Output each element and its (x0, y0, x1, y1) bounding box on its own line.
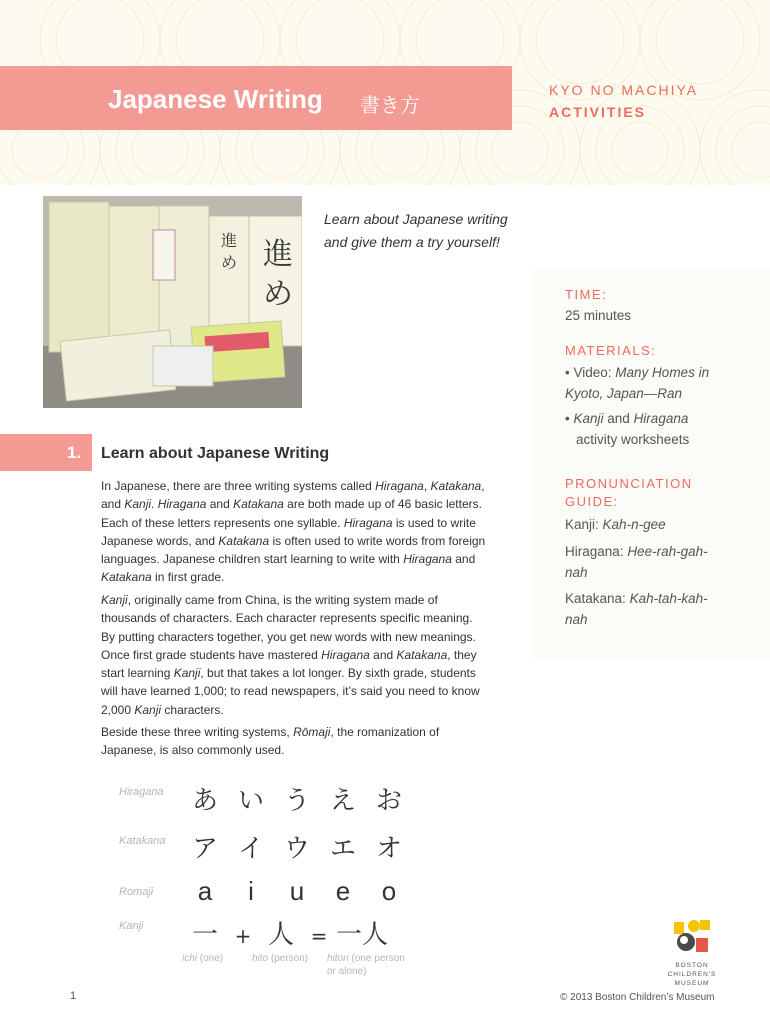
romaji-label: Romaji (119, 886, 154, 898)
paragraph-kanji: Kanji, originally came from China, is the writing system made of thousands of characters. Each character represents specific meaning. By putting characters together, you get new words with new meanings. Once first grade students have mastered Hiragana and Katakana, they start learning Kanji, but that takes a lot longer. By sixth grade, students will have learned 1,000; to read newspapers, it’s said you need to know 2,000 Kanji characters. (101, 593, 480, 717)
pronunciation-value: Hee-rah-gah-nah (565, 544, 708, 580)
hiragana-row (182, 780, 412, 817)
plus-sign: + (234, 924, 252, 948)
katakana-char: オ (375, 834, 402, 864)
hiragana-char: あ (191, 786, 218, 816)
museum-logo (672, 918, 712, 954)
material-video-title: Many Homes in Kyoto, Japan—Ran (565, 365, 710, 401)
brand-name: KYO NO MACHIYA (549, 82, 699, 98)
museum-logo-text: BOSTON CHILDREN'S MUSEUM (667, 962, 717, 987)
hiragana-char: う (283, 786, 310, 816)
romaji-char: a (197, 876, 213, 906)
paragraph-romaji: Beside these three writing systems, Rōmaji, the romanization of Japanese, is also commonly used. (101, 725, 440, 758)
katakana-char: ア (191, 834, 218, 864)
katakana-char: ウ (283, 834, 310, 864)
pronunciation-term: Hiragana: (565, 544, 624, 559)
pronunciation-term: Kanji: (565, 517, 599, 532)
pronunciation-kanji (565, 514, 725, 535)
romaji-char: i (248, 876, 254, 906)
katakana-char: エ (329, 834, 356, 864)
time-value: 25 minutes (565, 308, 632, 323)
step-number: 1. (67, 443, 82, 462)
svg-text:進: 進 (263, 237, 293, 272)
kanji-label: Kanji (119, 920, 144, 932)
kanji-char: 一人 (335, 920, 388, 950)
copyright: © 2013 Boston Children’s Museum (560, 992, 715, 1003)
hiragana-char: い (237, 786, 264, 816)
kanji-char: 人 (267, 920, 294, 950)
page-title: Japanese Writing (108, 84, 323, 114)
material-and: and (603, 411, 634, 426)
kanji-equation-row (182, 914, 390, 951)
brand-subtitle: ACTIVITIES (549, 104, 647, 120)
romaji-char: o (381, 876, 397, 906)
hiragana-char: お (375, 786, 402, 816)
section-title: Learn about Japanese Writing (101, 445, 330, 462)
material-kanji: Kanji (573, 411, 604, 426)
material-worksheets: activity worksheets (576, 432, 690, 447)
materials-heading: MATERIALS: (565, 343, 657, 358)
pronunciation-heading: PRONUNCIATION (565, 476, 693, 491)
paragraph-writing-systems: In Japanese, there are three writing systems called Hiragana, Katakana, and Kanji. Hiragana and Katakana are both made up of 46 basic letters. Each of these letters represents one syllable. Hiragana is used to write Japanese words, and Katakana is often used to write words from foreign languages. Japanese children start learning to write with Hiragana and Katakana in first grade. (101, 479, 486, 585)
pronunciation-heading-guide: GUIDE: (565, 494, 619, 509)
svg-text:進: 進 (221, 231, 238, 250)
romaji-char: e (335, 876, 351, 906)
pronunciation-hiragana (565, 541, 725, 583)
kanji-note-hito: hito (person) (252, 953, 309, 964)
katakana-label: Katakana (119, 835, 166, 847)
time-heading: TIME: (565, 287, 608, 302)
intro-text: Learn about Japanese writing and give them a try yourself! (324, 211, 508, 250)
pronunciation-term: Katakana: (565, 591, 626, 606)
writing-books-photo (43, 196, 302, 408)
materials-item-video (565, 362, 745, 404)
romaji-char: u (289, 876, 305, 906)
bullet: • (565, 365, 570, 380)
kanji-note-hitori: hitori (one person or alone) (327, 953, 405, 977)
svg-text:め: め (263, 277, 293, 312)
pronunciation-value: Kah-n-gee (602, 517, 666, 532)
page-title-japanese: 書き方 (360, 93, 420, 117)
pronunciation-value: Kah-tah-kah-nah (565, 591, 708, 627)
romaji-row (182, 876, 412, 907)
material-prefix: Video: (573, 365, 616, 380)
page-number: 1 (70, 990, 77, 1002)
kanji-note-ichi: ichi (one) (182, 953, 224, 964)
hiragana-label: Hiragana (119, 786, 164, 798)
equals-sign: = (310, 924, 328, 948)
materials-item-worksheets (565, 408, 745, 450)
kanji-char: 一 (191, 920, 218, 950)
svg-text:め: め (221, 253, 238, 272)
material-hiragana: Hiragana (633, 411, 689, 426)
pronunciation-katakana (565, 588, 725, 630)
bullet: • (565, 411, 570, 426)
katakana-char: イ (237, 834, 264, 864)
katakana-row (182, 828, 412, 865)
hiragana-char: え (329, 786, 356, 816)
